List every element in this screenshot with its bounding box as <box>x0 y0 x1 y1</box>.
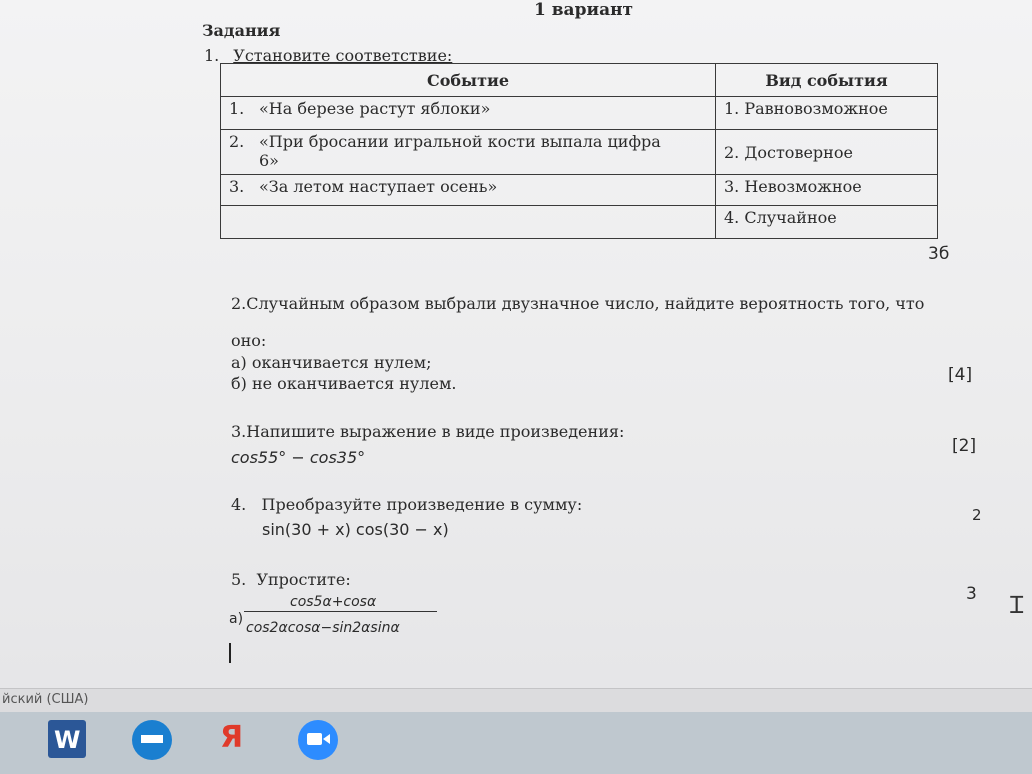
event-text: «На березе растут яблоки» <box>259 99 491 118</box>
fraction-bar <box>244 611 437 612</box>
text-caret <box>229 643 231 663</box>
task1-text: Установите соответствие: <box>233 46 453 65</box>
header-type: Вид события <box>716 64 938 97</box>
teamviewer-icon[interactable] <box>130 716 176 762</box>
task5-number: 5. <box>231 570 247 589</box>
type-text: 2. Достоверное <box>716 130 938 175</box>
task3-text: 3.Напишите выражение в виде произведения: <box>231 422 625 441</box>
language-indicator[interactable]: йский (США) <box>2 692 89 707</box>
row-number: 1. <box>229 99 245 118</box>
type-text: 4. Случайное <box>716 206 938 239</box>
task4-text: Преобразуйте произведение в сумму: <box>261 495 583 514</box>
variant-title: 1 вариант <box>534 0 634 20</box>
task2-line2: оно: <box>231 331 267 350</box>
row-number: 2. <box>229 132 245 151</box>
word-icon[interactable]: W <box>46 716 92 762</box>
tasks-heading: Задания <box>202 21 281 40</box>
task4-score: 2 <box>972 506 982 524</box>
event-text: «При бросании игральной кости выпала цифра <box>259 132 661 151</box>
table-row <box>221 97 938 130</box>
row-number: 3. <box>229 177 245 196</box>
task5-text: Упростите: <box>256 570 351 589</box>
task5-score: 3 <box>966 584 977 604</box>
task4-heading <box>231 495 582 514</box>
type-text: 3. Невозможное <box>716 175 938 206</box>
event-text <box>221 206 716 239</box>
task2-line1: 2.Случайным образом выбрали двузначное число, найдите вероятность того, что <box>231 294 925 313</box>
task2-option-a: а) оканчивается нулем; <box>231 353 432 372</box>
fraction-numerator: cos5α+cosα <box>290 594 377 610</box>
event-text-cont: 6» <box>259 151 279 170</box>
task4-number: 4. <box>231 495 247 514</box>
event-text: «За летом наступает осень» <box>259 177 498 196</box>
ibeam-cursor-icon: Ɪ <box>1010 591 1024 619</box>
fraction-denominator: cos2αcosα−sin2αsinα <box>246 620 400 636</box>
table-row <box>221 130 938 175</box>
task4-expression: sin(30 + x) cos(30 − x) <box>262 520 449 539</box>
status-bar <box>0 688 1032 713</box>
table-row <box>221 206 938 239</box>
task2-option-b: б) не оканчивается нулем. <box>231 374 457 393</box>
task2-score: [4] <box>948 365 973 385</box>
zoom-icon[interactable] <box>296 716 342 762</box>
task5-part-a: а) <box>229 611 244 627</box>
task5-heading <box>231 570 351 589</box>
table-row <box>221 175 938 206</box>
task1-score: 3б <box>928 244 950 264</box>
header-event: Событие <box>221 64 716 97</box>
matching-table <box>220 63 938 239</box>
task3-score: [2] <box>952 436 977 456</box>
task1-number: 1. <box>204 46 220 65</box>
yandex-icon[interactable]: Я <box>220 720 244 755</box>
type-text: 1. Равновозможное <box>716 97 938 130</box>
task3-expression: cos55° − cos35° <box>231 448 366 467</box>
